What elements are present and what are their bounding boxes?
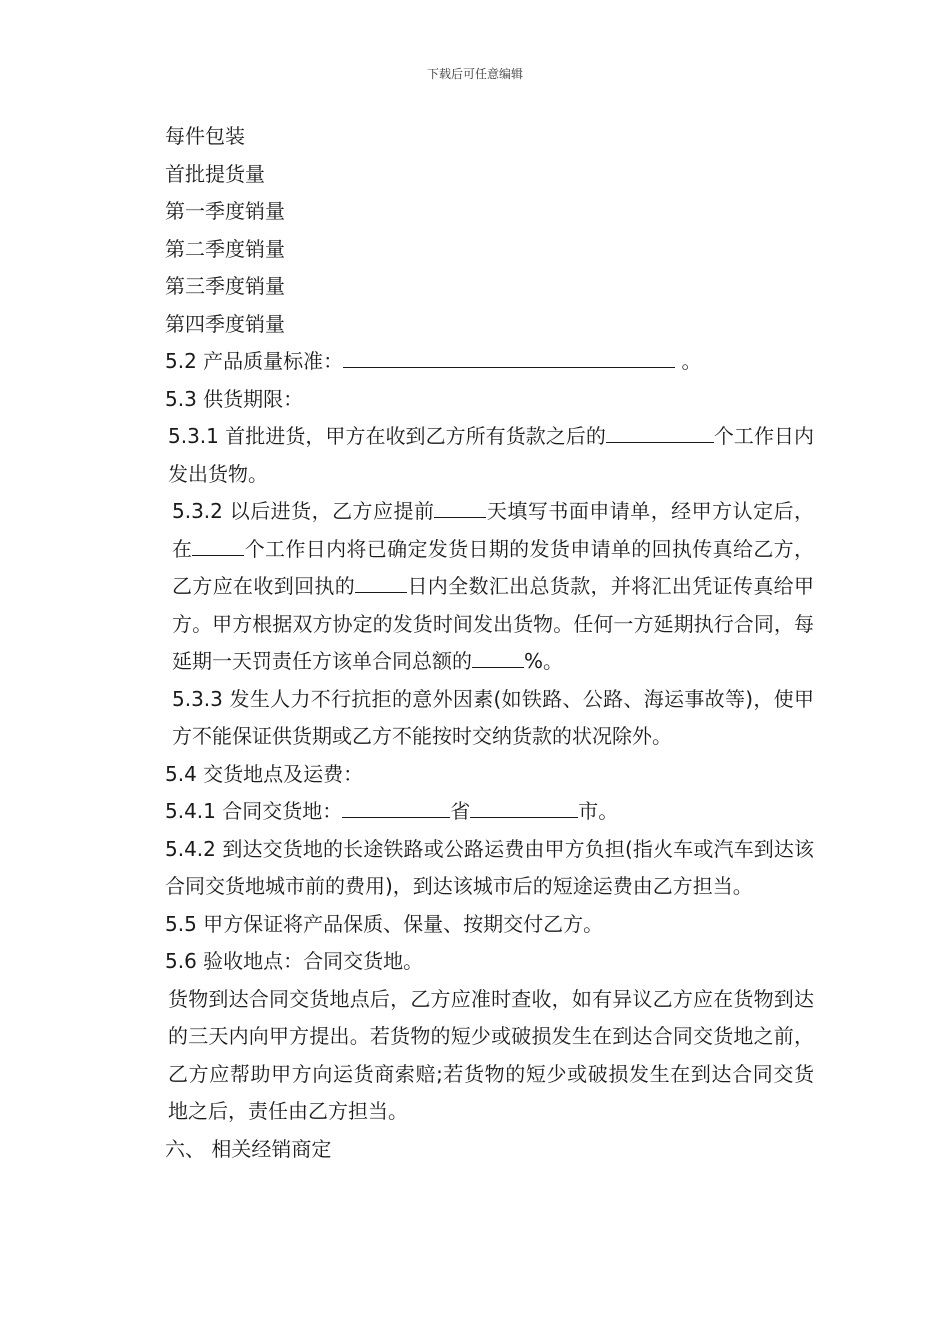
item-q3-sales: 第三季度销量 (165, 274, 285, 298)
clause-5-2-prefix: 5.2 产品质量标准： (165, 349, 344, 373)
document-body (146, 118, 814, 1168)
clause-5-3-2-part-b: 天填写书面申请单，经甲方认定后，在 (172, 499, 815, 561)
advance-days-blank[interactable] (434, 495, 486, 518)
clause-5-3-1 (146, 418, 814, 493)
remit-days-blank[interactable] (355, 570, 407, 593)
clause-5-4-2: 5.4.2 到达交货地的长途铁路或公路运费由甲方负担(指火车或汽车到达该合同交货地城市前的费用)，到达该城市后的短途运费由乙方担当。 (165, 836, 814, 898)
first-shipment-days-blank[interactable] (606, 420, 714, 443)
page-header: 下载后可任意编辑 (426, 67, 523, 81)
city-blank[interactable] (470, 795, 578, 818)
item-q2-sales: 第二季度销量 (165, 236, 285, 261)
clause-5-3-title: 5.3 供货期限： (165, 386, 304, 411)
clause-5-2-suffix: 。 (675, 349, 702, 373)
item-q4-sales: 第四季度销量 (165, 311, 285, 336)
clause-5-3-3: 5.3.3 发生人力不行抗拒的意外因素(如铁路、公路、海运事故等)，使甲方不能保证供货期或乙方不能按时交纳货款的状况除外。 (172, 686, 814, 748)
clause-5-3-1-part-a: 5.3.1 首批进货，甲方在收到乙方所有货款之后的 (168, 424, 606, 448)
clause-5-4-1-part-a: 5.4.1 合同交货地： (165, 799, 343, 823)
clause-5-4-1 (146, 793, 814, 831)
clause-5-3-2 (146, 493, 814, 681)
item-packaging: 每件包装 (165, 124, 245, 148)
clause-5-3-2-part-e: %。 (524, 649, 564, 673)
clause-5-4-1-part-b: 省 (450, 799, 471, 823)
clause-5-3-2-part-c: 个工作日内将已确定发货日期的发货申请单的回执传真给乙方，乙方应在收到回执的 (172, 536, 815, 598)
clause-5-5: 5.5 甲方保证将产品保质、保量、按期交付乙方。 (165, 911, 604, 936)
province-blank[interactable] (342, 795, 450, 818)
clause-5-6: 5.6 验收地点：合同交货地。 (165, 949, 424, 973)
quality-standard-blank[interactable] (343, 345, 675, 368)
clause-5-3-1-part-b: 个工作日内发出货物。 (168, 424, 815, 486)
item-first-pickup: 首批提货量 (165, 161, 265, 186)
clause-5-3-2-part-d: 日内全数汇出总货款，并将汇出凭证传真给甲方。甲方根据双方协定的发货时间发出货物。任何一方延期执行合同，每延期一天罚责任方该单合同总额的 (172, 574, 815, 673)
section-6-title: 六、 相关经销商定 (165, 1136, 332, 1161)
confirm-days-blank[interactable] (192, 533, 244, 556)
clause-5-3-2-part-a: 5.3.2 以后进货，乙方应提前 (172, 499, 435, 523)
penalty-percent-blank[interactable] (472, 645, 524, 668)
item-q1-sales: 第一季度销量 (165, 199, 285, 223)
clause-5-4-1-part-c: 市。 (578, 799, 619, 823)
clause-5-4-title: 5.4 交货地点及运费： (165, 761, 364, 786)
acceptance-paragraph: 货物到达合同交货地点后，乙方应准时查收，如有异议乙方应在货物到达的三天内向甲方提出。若货物的短少或破损发生在到达合同交货地之前，乙方应帮助甲方向运货商索赔;若货物的短少或破损发生在到达合同交货地之后，责任由乙方担当。 (168, 986, 814, 1123)
clause-5-2 (146, 343, 814, 381)
